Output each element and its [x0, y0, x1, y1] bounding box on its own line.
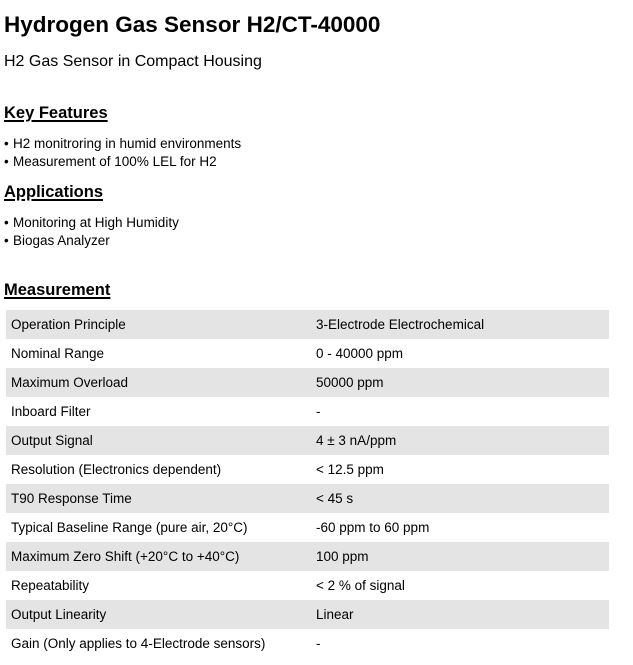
- parameter-cell: Output Linearity: [6, 600, 311, 629]
- table-row: [6, 455, 609, 484]
- parameter-cell: Repeatability: [11, 578, 90, 593]
- table-row: [6, 397, 609, 426]
- bullet-icon: •: [4, 136, 9, 151]
- key-features-heading: Key Features: [4, 104, 108, 122]
- measurement-heading: Measurement: [4, 281, 111, 299]
- value-cell: 0 - 40000 ppm: [316, 346, 404, 361]
- list-item: [4, 135, 241, 153]
- parameter-cell: Gain (Only applies to 4-Electrode sensors): [11, 636, 266, 651]
- parameter-cell: Typical Baseline Range (pure air, 20°C): [11, 520, 248, 535]
- table-row: [6, 368, 609, 397]
- parameter-cell: Nominal Range: [11, 346, 105, 361]
- table-row: [6, 484, 609, 513]
- value-cell: 4 ± 3 nA/ppm: [311, 426, 609, 455]
- list-item: [4, 214, 179, 232]
- applications-list: [4, 214, 179, 250]
- parameter-cell: Output Signal: [6, 426, 311, 455]
- bullet-icon: •: [4, 154, 9, 169]
- value-cell: < 45 s: [311, 484, 609, 513]
- table-row: [6, 426, 609, 455]
- bullet-icon: •: [4, 215, 9, 230]
- list-item-text: Measurement of 100% LEL for H2: [13, 154, 217, 169]
- table-row: [6, 629, 609, 658]
- list-item: [4, 153, 241, 171]
- table-row: [6, 571, 609, 600]
- parameter-cell: T90 Response Time: [6, 484, 311, 513]
- parameter-cell: Operation Principle: [6, 310, 311, 339]
- table-row: [6, 600, 609, 629]
- list-item-text: Monitoring at High Humidity: [13, 215, 179, 230]
- value-cell: -: [316, 404, 321, 419]
- value-cell: 3-Electrode Electrochemical: [311, 310, 609, 339]
- value-cell: -60 ppm to 60 ppm: [316, 520, 430, 535]
- parameter-cell: Maximum Zero Shift (+20°C to +40°C): [6, 542, 311, 571]
- applications-heading: Applications: [4, 183, 104, 201]
- page-title: Hydrogen Gas Sensor H2/CT-40000: [4, 12, 381, 37]
- key-features-list: [4, 135, 241, 171]
- table-row: [6, 542, 609, 571]
- list-item-text: Biogas Analyzer: [13, 233, 110, 248]
- value-cell: Linear: [311, 600, 609, 629]
- table-row: [6, 513, 609, 542]
- page-subtitle: H2 Gas Sensor in Compact Housing: [4, 53, 262, 70]
- value-cell: < 12.5 ppm: [316, 462, 384, 477]
- value-cell: 50000 ppm: [311, 368, 609, 397]
- list-item-text: H2 monitroring in humid environments: [13, 136, 242, 151]
- value-cell: 100 ppm: [311, 542, 609, 571]
- parameter-cell: Maximum Overload: [6, 368, 311, 397]
- value-cell: < 2 % of signal: [316, 578, 405, 593]
- parameter-cell: Inboard Filter: [11, 404, 91, 419]
- bullet-icon: •: [4, 233, 9, 248]
- list-item: [4, 232, 179, 250]
- measurement-table: [6, 310, 609, 658]
- parameter-cell: Resolution (Electronics dependent): [11, 462, 222, 477]
- table-row: [6, 310, 609, 339]
- table-row: [6, 339, 609, 368]
- value-cell: -: [316, 636, 321, 651]
